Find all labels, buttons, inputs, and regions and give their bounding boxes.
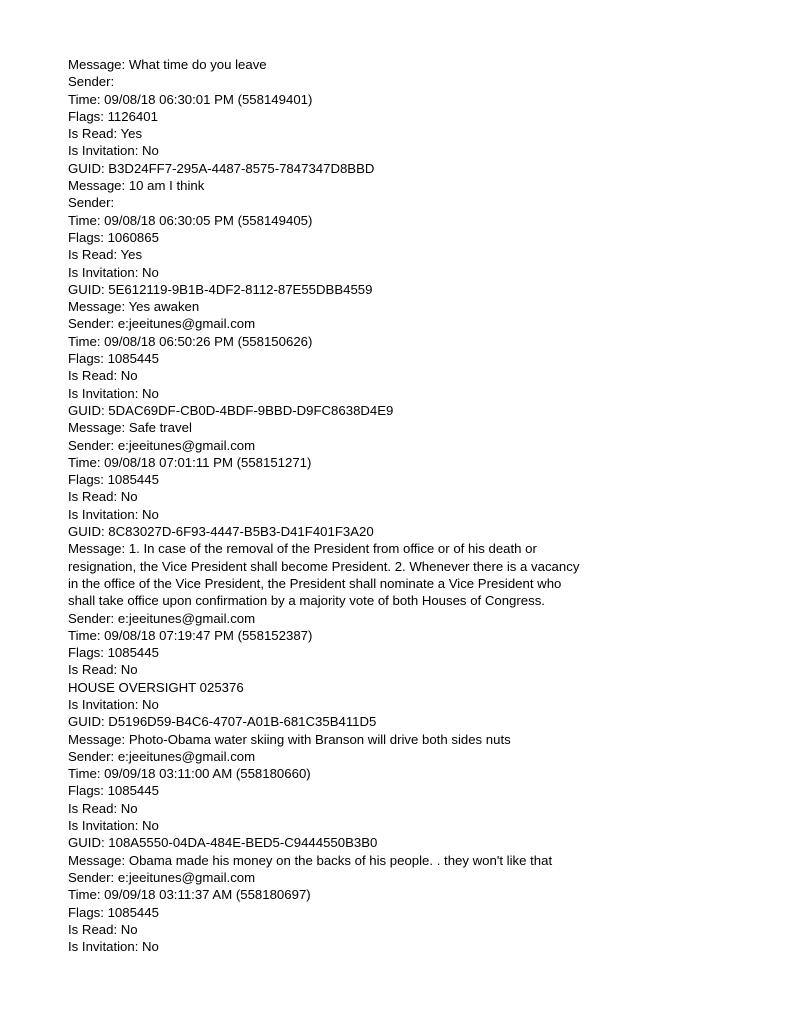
- text-line: resignation, the Vice President shall become President. 2. Whenever there is a vacancy: [68, 558, 580, 574]
- text-line: Sender: e:jeeitunes@gmail.com: [68, 869, 256, 885]
- text-line: Is Invitation: No: [68, 264, 159, 280]
- text-line: Is Read: No: [68, 662, 138, 678]
- text-line: Message: 10 am I think: [68, 178, 205, 194]
- text-line: GUID: 5DAC69DF-CB0D-4BDF-9BBD-D9FC8638D4E9: [68, 402, 394, 418]
- text-line: GUID: 8C83027D-6F93-4447-B5B3-D41F401F3A20: [68, 524, 374, 540]
- text-line: Message: 1. In case of the removal of the President from office or of his death or: [68, 541, 537, 557]
- text-line: Time: 09/09/18 03:11:37 AM (558180697): [68, 887, 311, 903]
- text-line: Is Read: No: [68, 921, 138, 937]
- text-line: in the office of the Vice President, the President shall nominate a Vice President who: [68, 575, 562, 591]
- text-line: Is Invitation: No: [68, 143, 159, 159]
- text-line: Is Invitation: No: [68, 506, 159, 522]
- text-line: GUID: D5196D59-B4C6-4707-A01B-681C35B411D5: [68, 714, 377, 730]
- text-line: Sender: e:jeeitunes@gmail.com: [68, 610, 256, 626]
- text-line: Flags: 1085445: [68, 783, 159, 799]
- text-line: GUID: B3D24FF7-295A-4487-8575-7847347D8BBD: [68, 160, 375, 176]
- text-line: Time: 09/08/18 06:50:26 PM (558150626): [68, 333, 313, 349]
- text-line: Is Invitation: No: [68, 385, 159, 401]
- text-line: Sender: e:jeeitunes@gmail.com: [68, 437, 256, 453]
- text-line: Sender:: [68, 195, 115, 211]
- text-line: Message: Photo-Obama water skiing with Branson will drive both sides nuts: [68, 731, 511, 747]
- text-line: Is Invitation: No: [68, 939, 159, 955]
- text-line: Sender: e:jeeitunes@gmail.com: [68, 748, 256, 764]
- text-line: Sender: e:jeeitunes@gmail.com: [68, 316, 256, 332]
- text-line: Flags: 1085445: [68, 351, 159, 367]
- text-line: GUID: 5E612119-9B1B-4DF2-8112-87E55DBB4559: [68, 281, 373, 297]
- text-line: Flags: 1060865: [68, 229, 159, 245]
- text-line: Flags: 1126401: [68, 108, 158, 124]
- text-line: Time: 09/08/18 07:19:47 PM (558152387): [68, 627, 313, 643]
- text-line: Time: 09/08/18 07:01:11 PM (558151271): [68, 454, 312, 470]
- text-line: Is Read: No: [68, 800, 138, 816]
- text-line: Is Read: No: [68, 489, 138, 505]
- text-line: Message: Safe travel: [68, 420, 192, 436]
- text-line: Time: 09/08/18 06:30:01 PM (558149401): [68, 91, 313, 107]
- text-line: shall take office upon confirmation by a majority vote of both Houses of Congress.: [68, 593, 545, 609]
- text-line: Message: Obama made his money on the backs of his people. . they won't like that: [68, 852, 553, 868]
- text-line: Sender:: [68, 74, 115, 90]
- text-line: Is Read: Yes: [68, 247, 143, 263]
- text-line: Time: 09/09/18 03:11:00 AM (558180660): [68, 766, 311, 782]
- message-log-text: [68, 56, 752, 955]
- text-line: Flags: 1085445: [68, 645, 159, 661]
- text-line: Message: What time do you leave: [68, 57, 267, 72]
- text-line: Message: Yes awaken: [68, 299, 200, 315]
- text-line: Flags: 1085445: [68, 904, 159, 920]
- text-line: Is Read: No: [68, 368, 138, 384]
- text-line: GUID: 108A5550-04DA-484E-BED5-C9444550B3B0: [68, 835, 378, 851]
- text-line: Time: 09/08/18 06:30:05 PM (558149405): [68, 212, 313, 228]
- text-line: Is Invitation: No: [68, 818, 159, 834]
- text-line: HOUSE OVERSIGHT 025376: [68, 679, 244, 695]
- text-line: Flags: 1085445: [68, 472, 159, 488]
- text-line: Is Invitation: No: [68, 696, 159, 712]
- text-line: Is Read: Yes: [68, 126, 143, 142]
